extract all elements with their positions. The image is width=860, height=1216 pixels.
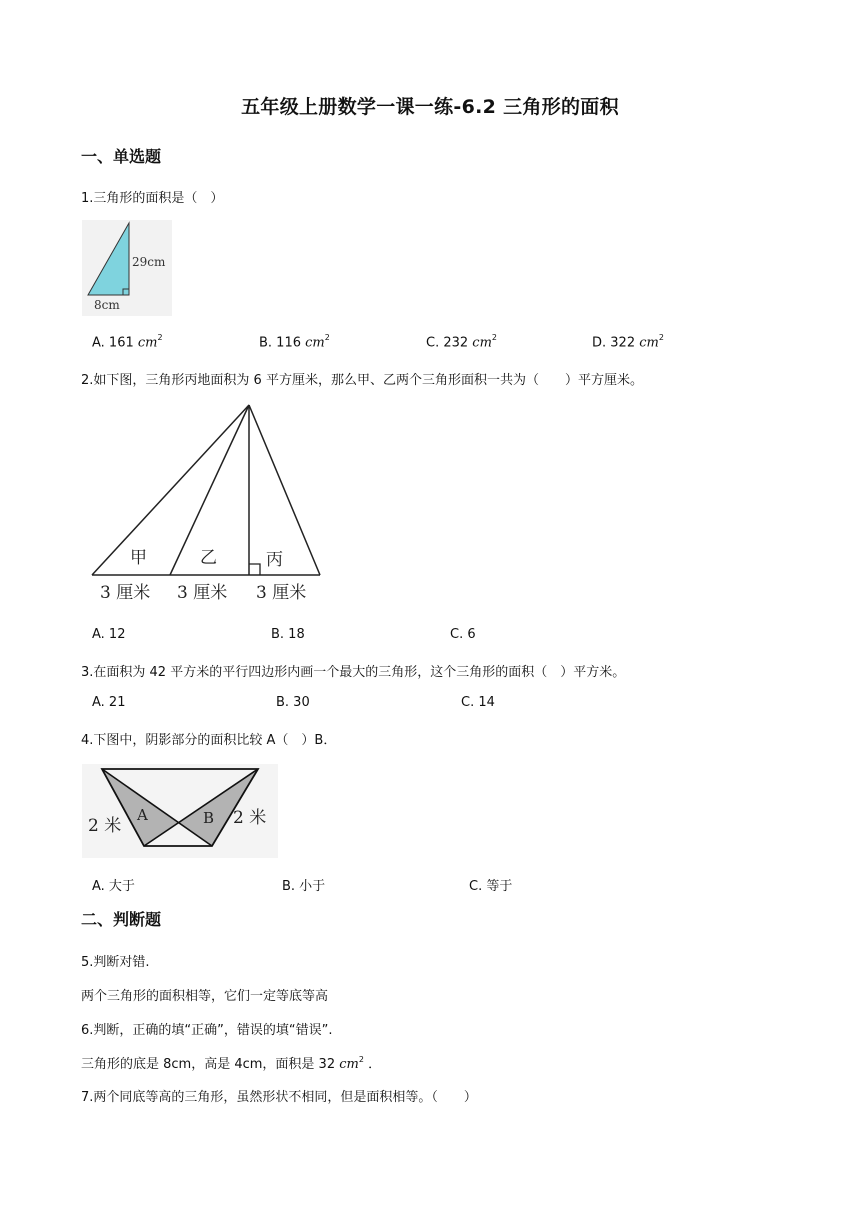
- question-1-figure: [82, 220, 172, 316]
- question-2-option-a[interactable]: A. 12: [92, 627, 126, 642]
- question-3-option-c[interactable]: C. 14: [461, 695, 495, 710]
- exponent: 2: [324, 333, 330, 342]
- exponent: 2: [491, 333, 497, 342]
- question-4-option-c[interactable]: C. 等于: [469, 879, 513, 894]
- shaded-label-a: A: [137, 806, 148, 824]
- unit: cm: [339, 1057, 359, 1072]
- question-1-option-d[interactable]: [592, 334, 664, 350]
- label-yi: 乙: [200, 548, 217, 568]
- section-heading-true-false: 二、判断题: [81, 910, 162, 929]
- option-text: B. 116: [259, 335, 306, 351]
- exponent: 2: [358, 1054, 364, 1064]
- unit: cm: [305, 335, 325, 351]
- section-heading-single-choice: 一、单选题: [81, 147, 162, 166]
- option-text: D. 322: [592, 335, 640, 351]
- question-4-text: 4.下图中，阴影部分的面积比较 A（ ）B．: [81, 733, 337, 748]
- statement-suffix: ．: [363, 1057, 382, 1072]
- question-1-option-b[interactable]: [259, 334, 330, 350]
- label-bing: 丙: [266, 550, 283, 570]
- page-title: 五年级上册数学一课一练-6.2 三角形的面积: [241, 96, 619, 118]
- segment-label-3: 3 厘米: [256, 583, 307, 603]
- base-label: 8cm: [94, 298, 120, 312]
- question-2-text: 2.如下图，三角形丙地面积为 6 平方厘米，那么甲、乙两个三角形面积一共为（ ）平方厘米。: [81, 373, 643, 388]
- question-5-statement: 两个三角形的面积相等，它们一定等底等高: [81, 989, 329, 1004]
- unit: cm: [639, 335, 659, 351]
- question-6-statement: [81, 1053, 381, 1072]
- question-1-option-a[interactable]: [92, 334, 163, 350]
- question-7-text: 7.两个同底等高的三角形，虽然形状不相同，但是面积相等。（ ）: [81, 1090, 477, 1105]
- option-text: C. 232: [426, 335, 473, 351]
- question-4-option-a[interactable]: A. 大于: [92, 879, 135, 894]
- question-2-option-b[interactable]: B. 18: [271, 627, 305, 642]
- exponent: 2: [157, 333, 163, 342]
- question-1-text: 1.三角形的面积是（ ）: [81, 191, 224, 206]
- exponent: 2: [658, 333, 664, 342]
- left-side-label: 2 米: [88, 816, 122, 836]
- question-5-text: 5.判断对错.: [81, 955, 150, 970]
- label-jia: 甲: [130, 548, 147, 568]
- shaded-label-b: B: [203, 809, 215, 827]
- unit: cm: [137, 335, 158, 351]
- question-3-option-a[interactable]: A. 21: [92, 695, 126, 710]
- question-4-option-b[interactable]: B. 小于: [282, 879, 326, 894]
- question-2-option-c[interactable]: C. 6: [450, 627, 476, 642]
- question-2-figure: [86, 400, 331, 607]
- right-side-label: 2 米: [233, 808, 267, 828]
- option-text: A. 161: [92, 335, 138, 351]
- segment-label-2: 3 厘米: [177, 583, 228, 603]
- statement-text: 三角形的底是 8cm，高是 4cm，面积是 32: [81, 1057, 340, 1072]
- segment-label-1: 3 厘米: [100, 583, 151, 603]
- question-3-text: 3.在面积为 42 平方米的平行四边形内画一个最大的三角形，这个三角形的面积（ ）平方米。: [81, 665, 626, 680]
- unit: cm: [472, 335, 492, 351]
- question-1-option-c[interactable]: [426, 334, 497, 350]
- question-3-option-b[interactable]: B. 30: [276, 695, 310, 710]
- height-label: 29cm: [132, 255, 166, 269]
- question-6-text: 6.判断，正确的填“正确”，错误的填“错误”.: [81, 1023, 333, 1038]
- question-4-figure: [82, 764, 278, 858]
